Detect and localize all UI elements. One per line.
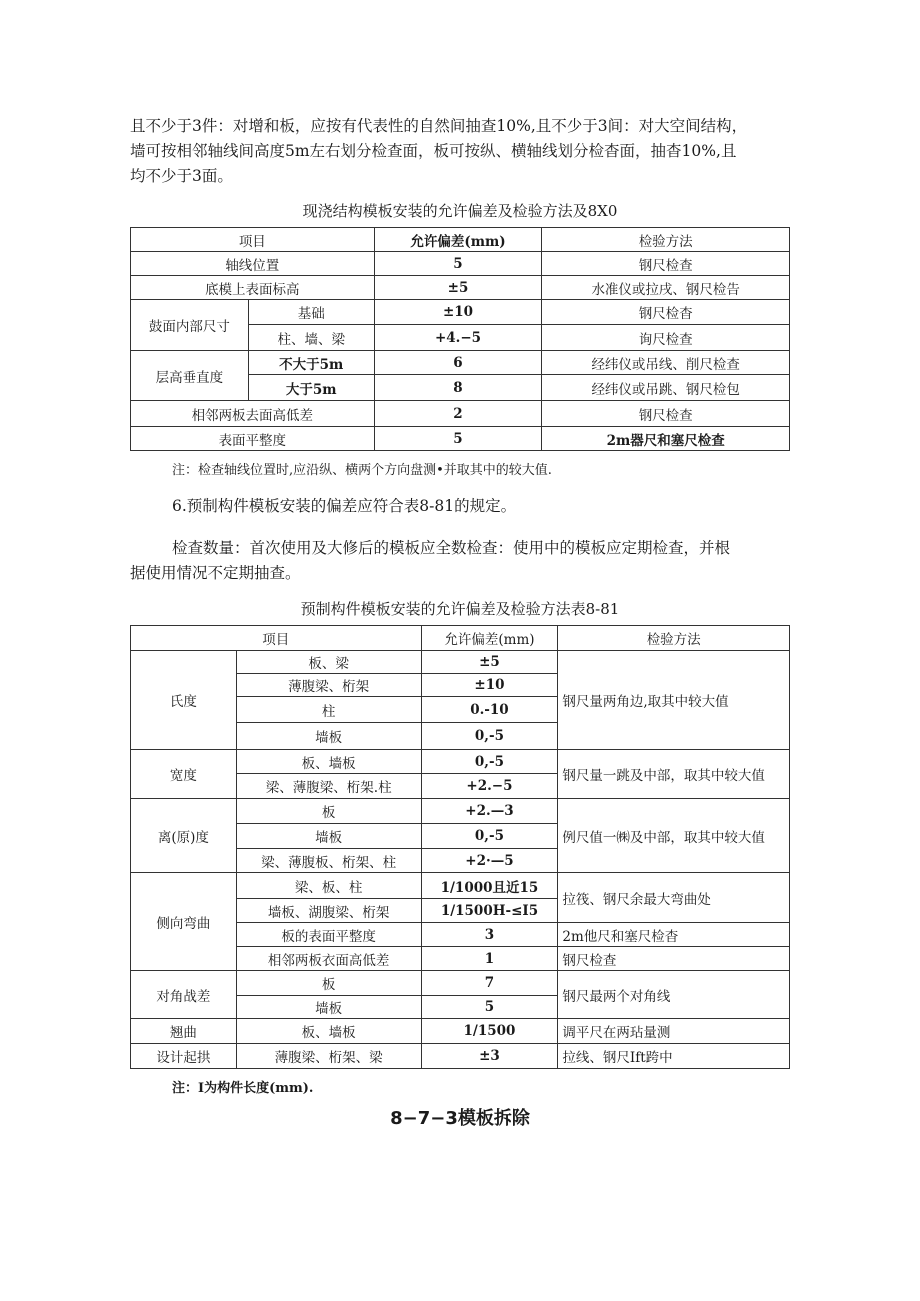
table-row [131, 799, 790, 824]
group-cell: 层高垂直度 [131, 351, 249, 401]
tolerance-cell: ±5 [374, 276, 542, 300]
table1-header-tolerance: 允许偏差(mm) [374, 228, 542, 252]
sub-item-cell: 梁、板、柱 [236, 873, 421, 899]
tolerance-cell: ±10 [374, 300, 542, 325]
table-row [131, 971, 790, 996]
method-cell: 钢尺检杳 [542, 300, 790, 325]
tolerance-cell: 5 [421, 996, 558, 1019]
table-row [131, 427, 790, 451]
table-row [131, 651, 790, 674]
group-cell: 对角战差 [131, 971, 237, 1019]
table2-caption: 预制构件模板安装的允许偏差及检验方法表8-81 [300, 600, 620, 618]
table-row [131, 351, 790, 375]
sub-item-cell: 板、墙板 [236, 1019, 421, 1044]
method-cell: 钢尺检查 [542, 401, 790, 427]
sub-item-cell: 柱、墙、梁 [248, 325, 374, 351]
tolerance-cell: +2·—5 [421, 849, 558, 873]
table1 [130, 227, 790, 451]
sub-item-cell: 墙板、湖腹梁、桁架 [236, 899, 421, 923]
tolerance-cell: +2.−5 [421, 774, 558, 799]
tolerance-cell: 7 [421, 971, 558, 996]
method-cell: 钢尺检查 [542, 252, 790, 276]
clause-6: 6.预制构件模板安装的偏差应符合表8-81的规定。 [172, 497, 517, 515]
tolerance-cell: 8 [374, 375, 542, 401]
intro-line-2: 墙可按相邻轴线间高度5m左右划分检查面，板可按纵、横轴线划分检杳面，抽杳10%,且 [130, 142, 737, 160]
table2 [130, 625, 790, 1069]
table-row [131, 750, 790, 774]
table2-header-item: 项目 [131, 626, 422, 651]
sub-item-cell: 梁、薄腹梁、桁架.柱 [236, 774, 421, 799]
table-row [131, 1044, 790, 1069]
check-quantity-line-1: 检查数量：首次使用及大修后的模板应全数检查：使用中的模板应定期检查，并根 [172, 539, 731, 557]
sub-item-cell: 大于5m [248, 375, 374, 401]
table2-header-tolerance: 允许偏差(mm) [421, 626, 558, 651]
table2-note: 注：I为构件长度(mm). [172, 1081, 314, 1096]
tolerance-cell: +4.−5 [374, 325, 542, 351]
sub-item-cell: 梁、薄腹板、桁架、柱 [236, 849, 421, 873]
tolerance-cell: 5 [374, 427, 542, 451]
group-cell: 设计起拱 [131, 1044, 237, 1069]
table1-note: 注：检查轴线位置时,应沿纵、横两个方向盘测•并取其中的较大值. [172, 463, 552, 478]
group-cell: 侧向弯曲 [131, 873, 237, 971]
sub-item-cell: 板、梁 [236, 651, 421, 674]
tolerance-cell: 1 [421, 947, 558, 971]
table-row [131, 252, 790, 276]
intro-line-1: 且不少于3件：对增和板，应按有代表性的自然间抽查10%,且不少于3间：对大空间结构， [130, 117, 748, 135]
group-cell: 翘曲 [131, 1019, 237, 1044]
table2-header-method: 检验方法 [558, 626, 790, 651]
tolerance-cell: 0,-5 [421, 750, 558, 774]
tolerance-cell: 5 [374, 252, 542, 276]
method-cell: 2m他尺和塞尺检杳 [558, 923, 790, 947]
tolerance-cell: 0.-10 [421, 697, 558, 723]
method-cell: 2m器尺和塞尺检查 [542, 427, 790, 451]
method-cell: 拉线、钢尺Ift跨中 [558, 1044, 790, 1069]
table2-header-row [131, 626, 790, 651]
intro-line-3: 均不少于3面。 [130, 167, 233, 185]
sub-item-cell: 相邻两板衣面高低差 [236, 947, 421, 971]
table1-header-row [131, 228, 790, 252]
sub-item-cell: 板的表面平整度 [236, 923, 421, 947]
method-cell: 钢尺量两角边,取其中较大值 [558, 651, 790, 750]
tolerance-cell: 0,-5 [421, 723, 558, 750]
method-cell: 水准仪或拉戌、钢尺检告 [542, 276, 790, 300]
group-cell: 离(原)度 [131, 799, 237, 873]
method-cell: 调平尺在两玷量测 [558, 1019, 790, 1044]
item-cell: 轴线位置 [131, 252, 375, 276]
group-cell: 氏度 [131, 651, 237, 750]
sub-item-cell: 墙板 [236, 824, 421, 849]
sub-item-cell: 薄腹梁、桁架 [236, 674, 421, 697]
method-cell: 钢尺最两个对角线 [558, 971, 790, 1019]
tolerance-cell: ±10 [421, 674, 558, 697]
sub-item-cell: 柱 [236, 697, 421, 723]
table-row [131, 401, 790, 427]
sub-item-cell: 不大于5m [248, 351, 374, 375]
table-row [131, 300, 790, 325]
table-row [131, 276, 790, 300]
sub-item-cell: 板、墙板 [236, 750, 421, 774]
item-cell: 表面平整度 [131, 427, 375, 451]
sub-item-cell: 墙板 [236, 996, 421, 1019]
check-quantity-line-2: 据使用情况不定期抽查。 [130, 564, 301, 582]
tolerance-cell: 1/1000且近15 [421, 873, 558, 899]
sub-item-cell: 墙板 [236, 723, 421, 750]
table-row [131, 873, 790, 899]
table-row [131, 1019, 790, 1044]
item-cell: 相邻两板去面高低差 [131, 401, 375, 427]
tolerance-cell: ±3 [421, 1044, 558, 1069]
method-cell: 钢尺检查 [558, 947, 790, 971]
table1-header-item: 项目 [131, 228, 375, 252]
item-cell: 底模上表面标高 [131, 276, 375, 300]
section-heading: 8−7−3模板拆除 [390, 1108, 530, 1129]
method-cell: 经纬仪或吊跳、钢尺检包 [542, 375, 790, 401]
tolerance-cell: 0,-5 [421, 824, 558, 849]
group-cell: 宽度 [131, 750, 237, 799]
sub-item-cell: 薄腹梁、桁架、梁 [236, 1044, 421, 1069]
method-cell: 拉筏、钢尺余最大弯曲处 [558, 873, 790, 923]
tolerance-cell: 2 [374, 401, 542, 427]
group-cell: 鼓面内部尺寸 [131, 300, 249, 351]
method-cell: 钢尺量一跳及中部，取其中较大值 [558, 750, 790, 799]
tolerance-cell: 1/1500H-≤I5 [421, 899, 558, 923]
tolerance-cell: 1/1500 [421, 1019, 558, 1044]
table1-header-method: 检验方法 [542, 228, 790, 252]
tolerance-cell: 6 [374, 351, 542, 375]
sub-item-cell: 板 [236, 971, 421, 996]
sub-item-cell: 板 [236, 799, 421, 824]
tolerance-cell: 3 [421, 923, 558, 947]
method-cell: 经纬仪或吊线、削尺检查 [542, 351, 790, 375]
tolerance-cell: +2.—3 [421, 799, 558, 824]
table1-caption: 现浇结构模板安装的允许偏差及检验方法及8X0 [302, 202, 618, 220]
sub-item-cell: 基础 [248, 300, 374, 325]
method-cell: 询尺检查 [542, 325, 790, 351]
method-cell: 例尺值一㈱及中部，取其中较大值 [558, 799, 790, 873]
tolerance-cell: ±5 [421, 651, 558, 674]
